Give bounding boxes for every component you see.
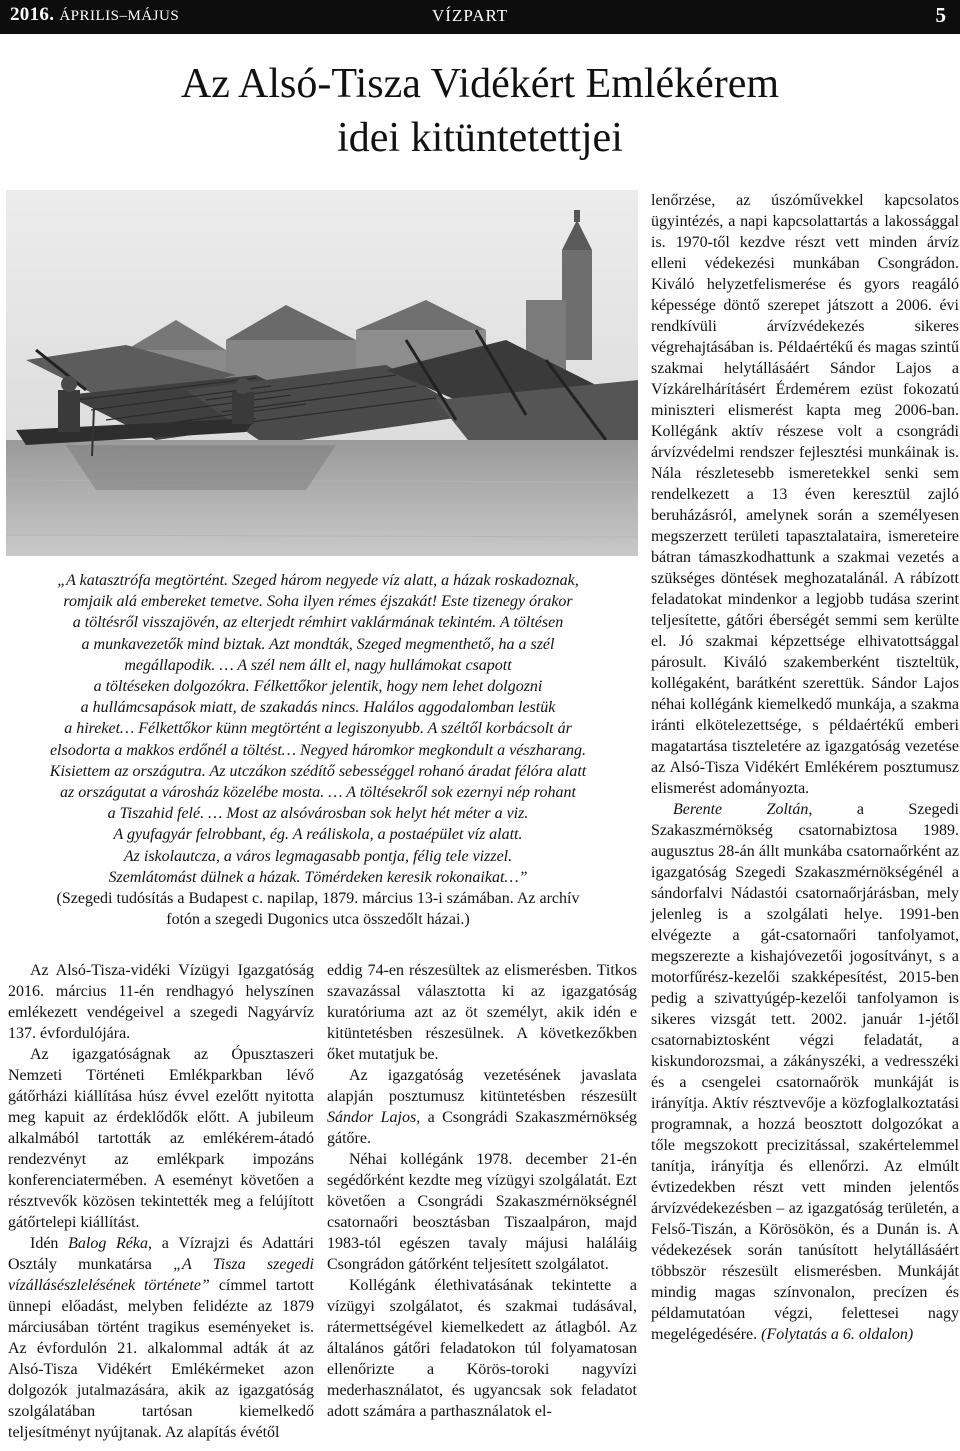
issue-year: 2016. — [10, 4, 55, 25]
paragraph: Az igazgatóságnak az Ópusztaszeri Nemzeti Történeti Emlékparkban lévő gátőrházi kiállítása húsz évvel ezelőtt nyitotta meg kapuit az érdeklődők előtt. A jubileum alkalmából tartották az emlékérem-átadó rendezvényt az emlékpark impozáns konferenciatermében. A eseményt követően a résztvevők közösen tekintették meg a felújított gátőrtelepi kiállítást. — [8, 1046, 314, 1231]
person-name: Berente Zoltán, — [673, 801, 813, 818]
text-column-1 — [8, 960, 314, 1443]
caption-source-line: (Szegedi tudósítás a Budapest c. napilap, 1879. március 13-i számában. Az archív — [56, 890, 580, 908]
caption-line: a hullámcsapások miatt, de szakadás nincs. Halálos aggodalomban lestük — [80, 699, 556, 717]
issue-months: ÁPRILIS–MÁJUS — [59, 8, 180, 24]
paragraph: Néhai kollégánk 1978. december 21-én segédőrként kezdte meg vízügyi szolgálatát. Ezt követően a Csongrádi Szakaszmérnökségnél csatornaőri beosztásban Tiszaalpáron, majd 1983-tól egészen tavaly májusi haláláig Csongrádon gátőrként teljesített szolgálatot. — [327, 1151, 637, 1273]
caption-line: a hireket… Félkettőkor künn megtörtént a legiszonyubb. A széltől korbácsolt ár — [64, 720, 572, 738]
paragraph: Az Alsó-Tisza-vidéki Vízügyi Igazgatóság 2016. március 11-én rendhagyó helyszínen emlékezett vendégeivel a szegedi Nagyárvíz 137. évfordulójára. — [8, 962, 314, 1042]
caption-line: romjaik alá embereket temetve. Soha ilyen rémes éjszakát! Este tizenegy órakor — [63, 593, 573, 611]
text-run: , a Vízrajzi és Adattári Osztály munkatársa — [8, 1235, 314, 1273]
text-column-3 — [651, 190, 959, 1345]
paragraph: eddig 74-en részesültek az elismerésben. Titkos szavazással választotta ki az igazgatóság kuratóriuma azt az öt személyt, akik idén e kitüntetésben részesülnek. A következőkben őket mutatjuk be. — [327, 962, 637, 1063]
flood-ruins-photo — [6, 190, 638, 556]
article-title-line1: Az Alsó-Tisza Vidékért Emlékérem — [180, 61, 780, 107]
text-run: címmel tartott ünnepi előadást, melyben felidézte az 1879 márciusában történt tragikus eseményeket is. Az évfordulón 21. alkalommal adták át az Alsó-Tisza Vidékért Emlékérmeket azon dolgozók jutalmazására, akik az igazgatóság szolgálatában tartósan kiemelkedő teljesítményt nyújtanak. Az alapítás évétől — [8, 1277, 314, 1441]
text-run: a Szegedi Szakaszmérnökség csatornabiztosa 1989. augusztus 28-án állt munkába csatornaőrként az igazgatóság Szegedi Szakaszmérnökségénél a sándorfalvi Nádastói csatornaőrjárásban, mely jelenleg is a szolgálati helye. 1991-ben elvégezte a gát-csatornaőri tanfolyamot, megszerezte a kishajóvezetői jogosítványt, s a motorfűrész-kezelői szakképesítést, 2015-ben pedig a szivattyúgép-kezelői tanfolyamon is sikeres vizsgát tett. 2002. január 1-jétől csatornabiztosként végzi feladatát, a kiskundorozsmai, a zákányszéki, a vedresszéki és a csengelei csatornaőrök munkáját is irányítja. Aktív résztvevője a közfoglalkoztatási programnak, a hozzá beosztott dolgozókat a tőle megszokott precizitással, szakértelemmel tanítja, irányítja és ellenőrzi. Az elmúlt évtizedekben részt vett minden jelentős árvízvédekezésben – az igazgatóság területén, a Felső-Tiszán, a Körösökön, és a Dunán is. A védekezések során tanúsított helytállásáért többször részesült elismerésben. Munkáját mindig magas színvonalon, precízen és példamutatóan végzi, felettesei nagy megelégedésére. — [651, 801, 960, 1343]
person-name: Balog Réka — [68, 1235, 149, 1252]
continuation-note: (Folytatás a 6. oldalon) — [761, 1326, 914, 1343]
page-header — [0, 0, 960, 34]
person-name: Sándor Lajos, — [327, 1109, 421, 1126]
caption-line: a munkavezetők mind biztak. Azt mondták, Szeged megmenthető, ha a szél — [81, 635, 555, 653]
article-title-line2: idei kitüntetettjei — [337, 115, 623, 161]
publication-name: VÍZPART — [432, 6, 509, 25]
caption-line: Szemlátomást dülnek a házak. Tömérdeken keresik rokonaikat…” — [108, 868, 528, 886]
paragraph: lenőrzése, az úszóművekkel kapcsolatos ügyintézés, a napi kapcsolattartás a lakossággal is. 1970-től kezdve részt vett minden árvíz elleni védekezési munkában Csongrádon. Kiváló helyzetfelismerése és gyors reagáló képessége döntő szerepet játszott a 2006. évi rendkívüli árvízvédekezés sikeres végrehajtásában is. Példaértékű és magas szintű szakmai helytállásáért Sándor Lajos a Vízkárelhárításért Érdemérem ezüst fokozatú miniszteri elismerést kapta meg 2006-ban. Kollégánk aktív részese volt a csongrádi árvízvédelmi rendszer fejlesztési munkáinak is. Nála részletesebb ismeretekkel senki sem rendelkezett a 13 éven keresztül zajló beruházásról, amelynek során a személyesen megszerzett területi tapasztalataira, ismereteire bátran támaszkodhattunk a szakmai vezetés a szükséges döntések meghozatalánál. A rábízott feladatokat mindenkor a legjobb tudása szerint teljesítette, gátőri éberségét semmi sem kerülte el. Jó szakmai képzettsége elhivatottsággal párosult. Kiváló szakemberként tiszteltük, kollégaként, barátként szerettük. Sándor Lajos néhai kollégánk kiemelkedő munkája, a szakma iránti elkötelezettsége, s példaértékű emberi magatartása tiszteletére az igazgatóság vezetése az Alsó-Tisza Vidékért Emlékérem posztumusz elismerést adományozta. — [651, 192, 959, 797]
caption-line: „A katasztrófa megtörtént. Szeged három negyede víz alatt, a házak roskadoznak, — [57, 572, 579, 589]
lecture-title: „A Tisza szegedi vízállásészlelésének története” — [8, 1256, 314, 1294]
paragraph — [651, 799, 959, 1345]
text-run: a Csongrádi Szakaszmérnökség gátőre. — [327, 1109, 638, 1147]
paragraph: Kollégánk élethivatásának tekintette a vízügyi szolgálatot, és szakmai tudásával, rátermettségével kiemelkedett az átlagból. Az általános gátőri feladatokon túl folyamatosan ellenőrizte a Körös-toroki nagyvízi mederhasználatot, és ugyancsak sok feladatot adott számára a parthasználatok el- — [327, 1277, 637, 1420]
paragraph — [327, 1065, 637, 1149]
caption-line: a töltésről visszajövén, az elterjedt rémhirt vaklármának tekintém. A töltésen — [72, 614, 564, 632]
caption-line: Kisiettem az országutra. Az utczákon szédítő sebességgel rohanó áradat félóra alatt — [49, 762, 587, 780]
caption-source-line: fotón a szegedi Dugonics utca összedőlt házai.) — [166, 911, 470, 929]
text-run: Az igazgatóság vezetésének javaslata alapján posztumusz kitüntetésben részesült — [327, 1067, 637, 1105]
text-run: Idén — [30, 1235, 69, 1252]
caption-line: elsodorta a makkos erdőnél a töltést… Negyed háromkor megkondult a vészharang. — [49, 741, 587, 759]
caption-line: Az iskolautcza, a város legmagasabb pontja, félig tele vizzel. — [123, 847, 513, 865]
text-column-2 — [327, 960, 637, 1422]
caption-line: A gyufagyár felrobbant, ég. A reáliskola, a postaépület víz alatt. — [113, 826, 523, 844]
caption-line: megállapodik. … A szél nem állt el, nagy hullámokat csapott — [124, 656, 512, 674]
caption-line: az országutat a városház közelébe mosta. … A töltésekről sok ezernyi nép rohant — [60, 784, 576, 802]
issue-date — [10, 4, 179, 26]
photo-caption — [8, 570, 628, 930]
paragraph — [8, 1233, 314, 1443]
page-number: 5 — [935, 3, 946, 27]
photo-illustration — [6, 190, 638, 556]
caption-line: a Tiszahid felé. … Most az alsóvárosban sok helyt hét méter a viz. — [107, 805, 529, 823]
caption-line: a töltéseken dolgozókra. Félkettőkor jelentik, hogy nem lehet dolgozni — [93, 678, 543, 696]
